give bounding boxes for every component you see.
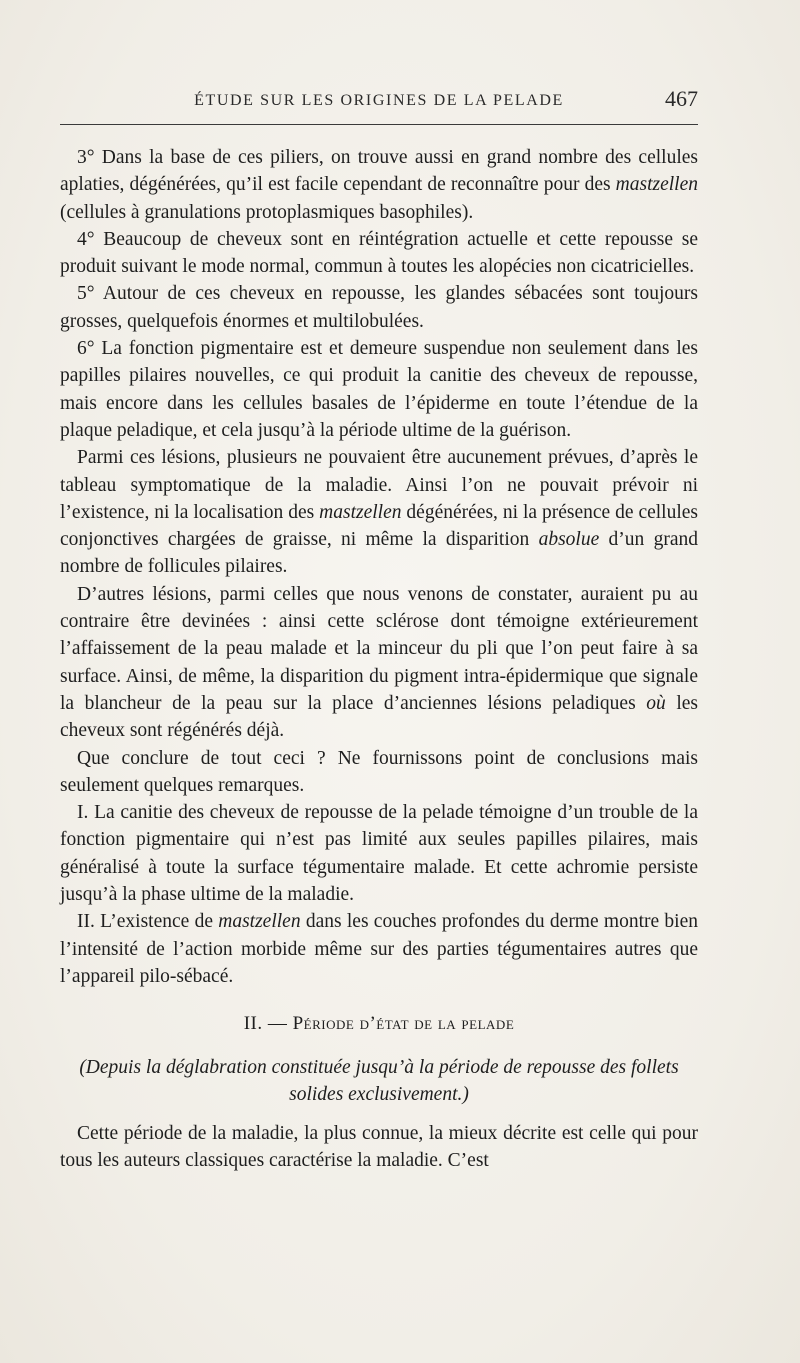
paragraph-other-lesions: D’autres lésions, parmi celles que nous venons de constater, auraient pu au contraire être devinées : ainsi cette sclérose dont témoigne extérieurement l’affaissement de la peau malade et la minceur du pli que l’on peut faire à sa surface. Ainsi, de même, la disparition du pigment intra-épidermique que signale la blancheur de la peau sur la place d’anciennes lésions peladiques où les cheveux sont régénérés déjà.: [60, 583, 699, 742]
paragraph-3: 3° Dans la base de ces piliers, on trouve aussi en grand nombre des cellules aplaties, dégénérées, qu’il est facile cependant de reconnaître pour des mastzellen (cellules à granulations protoplasmiques basophiles).: [60, 147, 698, 223]
page-number: 467: [665, 86, 698, 111]
paragraph-5: 5° Autour de ces cheveux en repousse, les glandes sébacées sont toujours grosses, quelquefois énormes et multilobulées.: [60, 283, 698, 332]
closing-paragraph: Cette période de la maladie, la plus connue, la mieux décrite est celle qui pour tous les auteurs classiques caractérise la maladie. C’est: [60, 1123, 698, 1172]
running-title: ÉTUDE SUR LES ORIGINES DE LA PELADE: [194, 92, 564, 109]
header-rule: [60, 124, 698, 125]
paragraph-4: 4° Beaucoup de cheveux sont en réintégration actuelle et cette repousse se produit suivant le mode normal, commun à toutes les alopécies non cicatricielles.: [60, 228, 698, 278]
body-text: [60, 144, 698, 1175]
paragraph-6: 6° La fonction pigmentaire est et demeure suspendue non seulement dans les papilles pilaires nouvelles, ce qui produit la canitie des cheveux de repousse, mais encore dans les cellules basales de l’épiderme en toute l’étendue de la plaque peladique, et cela jusqu’à la période ultime de la guérison.: [60, 338, 698, 441]
running-head: [60, 86, 698, 116]
section-heading: II. — Période d’état de la pelade: [243, 1013, 515, 1035]
paragraph-remark-1: I. La canitie des cheveux de repousse de la pelade témoigne d’un trouble de la fonction pigmentaire qui n’est pas limité aux seules papilles pilaires, mais généralisé à toute la surface tégumentaire malade. Et cette achromie persiste jusqu’à la phase ultime de la maladie.: [60, 802, 698, 906]
section-subtitle: (Depuis la déglabration constituée jusqu’à la période de repousse des follets solides exclusivement.): [79, 1056, 679, 1105]
paragraph-conclusion: Que conclure de tout ceci ? Ne fournissons point de conclusions mais seulement quelques remarques.: [60, 747, 698, 796]
paragraph-remark-2: II. L’existence de mastzellen dans les couches profondes du derme montre bien l’intensité de l’action morbide même sur des parties tégumentaires autres que l’appareil pilo-sébacé.: [60, 911, 698, 987]
paragraph-lesions: Parmi ces lésions, plusieurs ne pouvaient être aucunement prévues, d’après le tableau symptomatique de la maladie. Ainsi l’on ne pouvait prévoir ni l’existence, ni la localisation des mastzellen dégénérées, ni la présence de cellules conjonctives chargées de graisse, ni même la disparition absolue d’un grand nombre de follicules pilaires.: [60, 447, 698, 578]
